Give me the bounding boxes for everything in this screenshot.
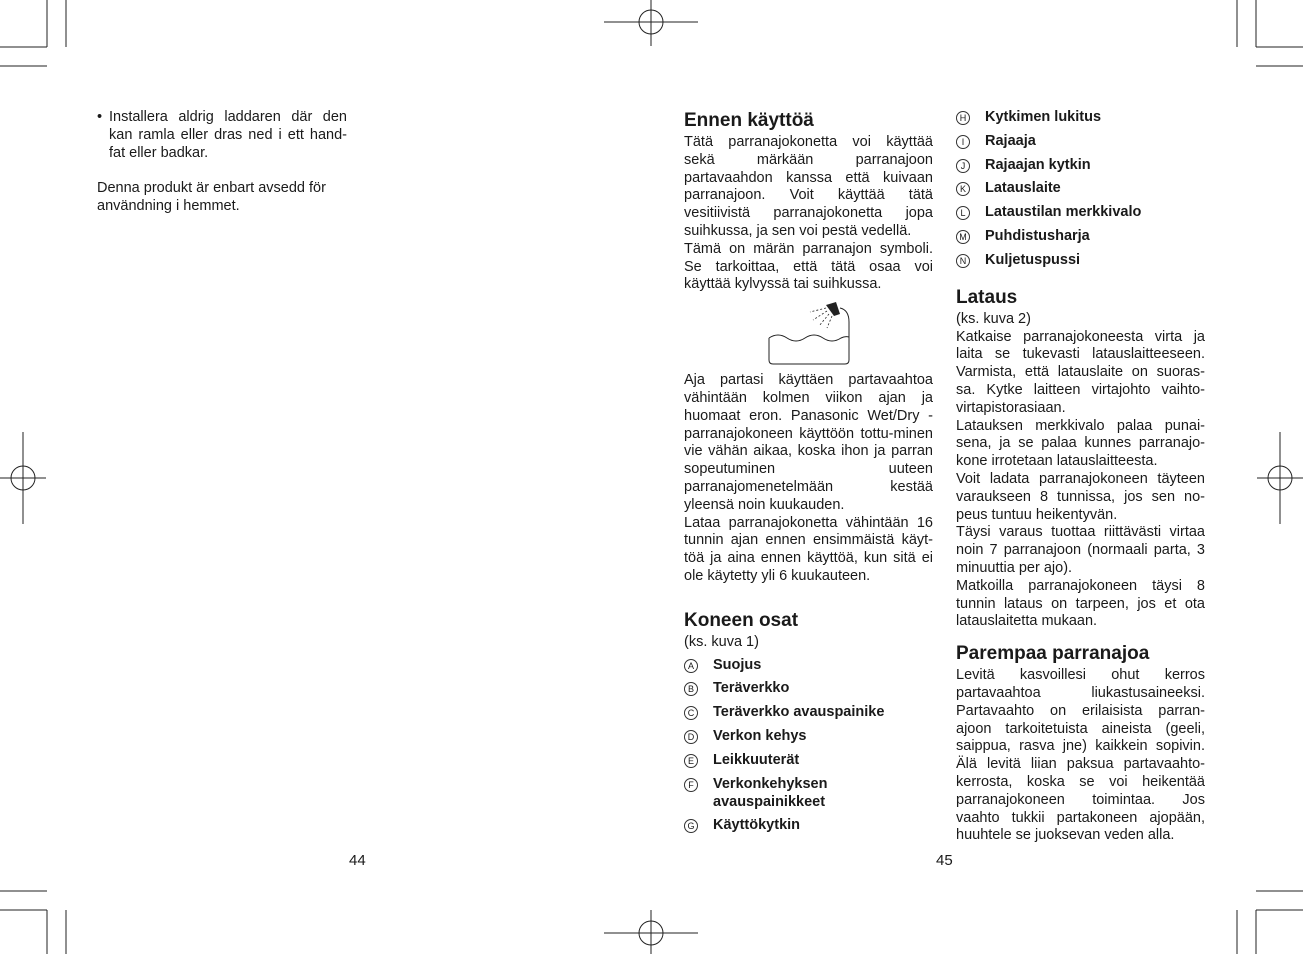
part-name: Puhdistusharja <box>985 227 1090 244</box>
bullet-text: Installera aldrig laddaren där den kan ramla eller dras ned i ett hand-fat eller badkar. <box>109 109 347 161</box>
part-letter: G <box>684 819 698 833</box>
parts-ref: (ks. kuva 1) <box>684 633 759 650</box>
shower-bath-icon <box>764 300 854 370</box>
page-number-right: 45 <box>936 852 953 869</box>
left-page-column <box>97 109 347 216</box>
heading-charging: Lataus <box>956 286 1018 308</box>
part-name: Teräverkko <box>713 680 790 697</box>
right-page-column-1 <box>684 110 933 840</box>
charging-ref: (ks. kuva 2) <box>956 310 1031 327</box>
part-letter: I <box>956 135 970 149</box>
part-name: Leikkuuterät <box>713 751 800 768</box>
before-use-para-1: Tätä parranajokonetta voi käyttää sekä märkään parranajoon partavaahdon kanssa että kuivaan parranajoon. Voit käyttää tätä vesitiivistä parranajokonetta jopa suihkussa, ja sen voi pestä vedellä. <box>684 134 933 239</box>
charging-para-5: Matkoilla parranajokoneen täysi 8 tunnin lataus on tarpeen, jos et ota latauslaitetta mukaan. <box>956 577 1205 630</box>
heading-parts: Koneen osat <box>684 609 799 631</box>
parts-list-1 <box>684 656 933 835</box>
part-letter: J <box>956 159 970 173</box>
part-name: Verkon kehys <box>713 727 807 744</box>
page-number-left: 44 <box>349 852 366 869</box>
part-name: Kytkimen lukitus <box>985 109 1102 125</box>
part-name: Lataustilan merkkivalo <box>985 204 1142 221</box>
heading-before-use: Ennen käyttöä <box>684 110 814 131</box>
list-item <box>684 751 933 769</box>
part-letter: F <box>684 778 698 792</box>
better-shave-para-1: Levitä kasvoillesi ohut kerros partavaahtoa liukastusaineeksi. Partavaahto on erilaisista parran-ajoon tarkoitetuista aineista (geeli, saippua, rasva jne) kaikkein sopivin. Älä levitä liian paksua partavaahto-kerrosta, koska se voi heikentää parranajokoneen toimintaa. Jos vaahto tukkii partakoneen ajopään, huuhtele se juoksevan veden alla. <box>956 667 1205 844</box>
list-item <box>956 132 1205 150</box>
list-item <box>956 203 1205 221</box>
list-item <box>956 227 1205 245</box>
charging-para-4: Täysi varaus tuottaa riittävästi virtaa noin 7 parranajoon (normaali parta, 3 minuuttia per ajo). <box>956 524 1205 576</box>
list-item <box>684 679 933 697</box>
bullet-dot: • <box>97 109 103 125</box>
list-item <box>684 656 933 674</box>
charging-para-1: Katkaise parranajokoneesta virta ja laita se tukevasti latauslaitteeseen. Varmista, että latauslaite on suoras-sa. Kytke laitteen virtajohto vaihto-virtapistorasiaan. <box>956 328 1205 416</box>
list-item <box>684 727 933 745</box>
part-letter: H <box>956 111 970 125</box>
part-name: Rajaaja <box>985 132 1036 149</box>
part-letter: E <box>684 754 698 768</box>
part-letter: A <box>684 659 698 673</box>
list-item <box>684 703 933 721</box>
right-page-column-2 <box>956 108 1205 845</box>
before-use-para-4: Lataa parranajokonetta vähintään 16 tunnin ajan ennen ensimmäistä käyt-töä ja aina ennen käyttöä, kun sitä ei ole käytetty yli 6 kuukauteen. <box>684 514 933 584</box>
part-name: Verkonkehyksen avauspainikkeet <box>713 775 828 810</box>
part-name: Käyttökytkin <box>713 817 801 834</box>
list-item <box>956 179 1205 197</box>
list-item <box>956 156 1205 174</box>
list-item <box>956 108 1205 126</box>
part-letter: M <box>956 230 970 244</box>
part-letter: L <box>956 206 970 220</box>
part-name: Kuljetuspussi <box>985 251 1081 268</box>
part-letter: K <box>956 182 970 196</box>
part-name: Latauslaite <box>985 180 1061 197</box>
home-use-note: Denna produkt är enbart avsedd för användning i hemmet. <box>97 180 326 215</box>
list-item <box>684 775 933 811</box>
heading-better-shave: Parempaa parranajoa <box>956 643 1150 665</box>
part-name: Suojus <box>713 656 762 673</box>
before-use-para-2: Tämä on märän parranajon symboli. Se tarkoittaa, että tätä osaa voi käyttää kylvyssä tai suihkussa. <box>684 240 933 293</box>
part-letter: D <box>684 730 698 744</box>
part-letter: B <box>684 682 698 696</box>
wet-shave-symbol <box>684 300 933 370</box>
before-use-para-3: Aja partasi käyttäen partavaahtoa vähintään kolmen viikon ajan ja huomaat eron. Panasonic Wet/Dry -parranajokoneen käyttöön tottu-minen vie vähän aikaa, koska ihon ja parran sopeutuminen uuteen parranajomenetelmään kestää yleensä noin kuukauden. <box>684 372 933 513</box>
parts-list-2 <box>956 108 1205 269</box>
bullet-item <box>97 109 347 162</box>
charging-para-3: Voit ladata parranajokoneen täyteen varaukseen 8 tunnissa, jos sen no-peus tuntuu heikentyvän. <box>956 470 1205 523</box>
part-name: Teräverkko avauspainike <box>713 704 885 721</box>
list-item <box>684 816 933 834</box>
list-item <box>956 251 1205 269</box>
charging-para-2: Latauksen merkkivalo palaa punai-sena, ja se palaa kunnes parranajo-kone irrotetaan latauslaitteesta. <box>956 417 1205 470</box>
part-name: Rajaajan kytkin <box>985 156 1091 173</box>
part-letter: N <box>956 254 970 268</box>
part-letter: C <box>684 706 698 720</box>
